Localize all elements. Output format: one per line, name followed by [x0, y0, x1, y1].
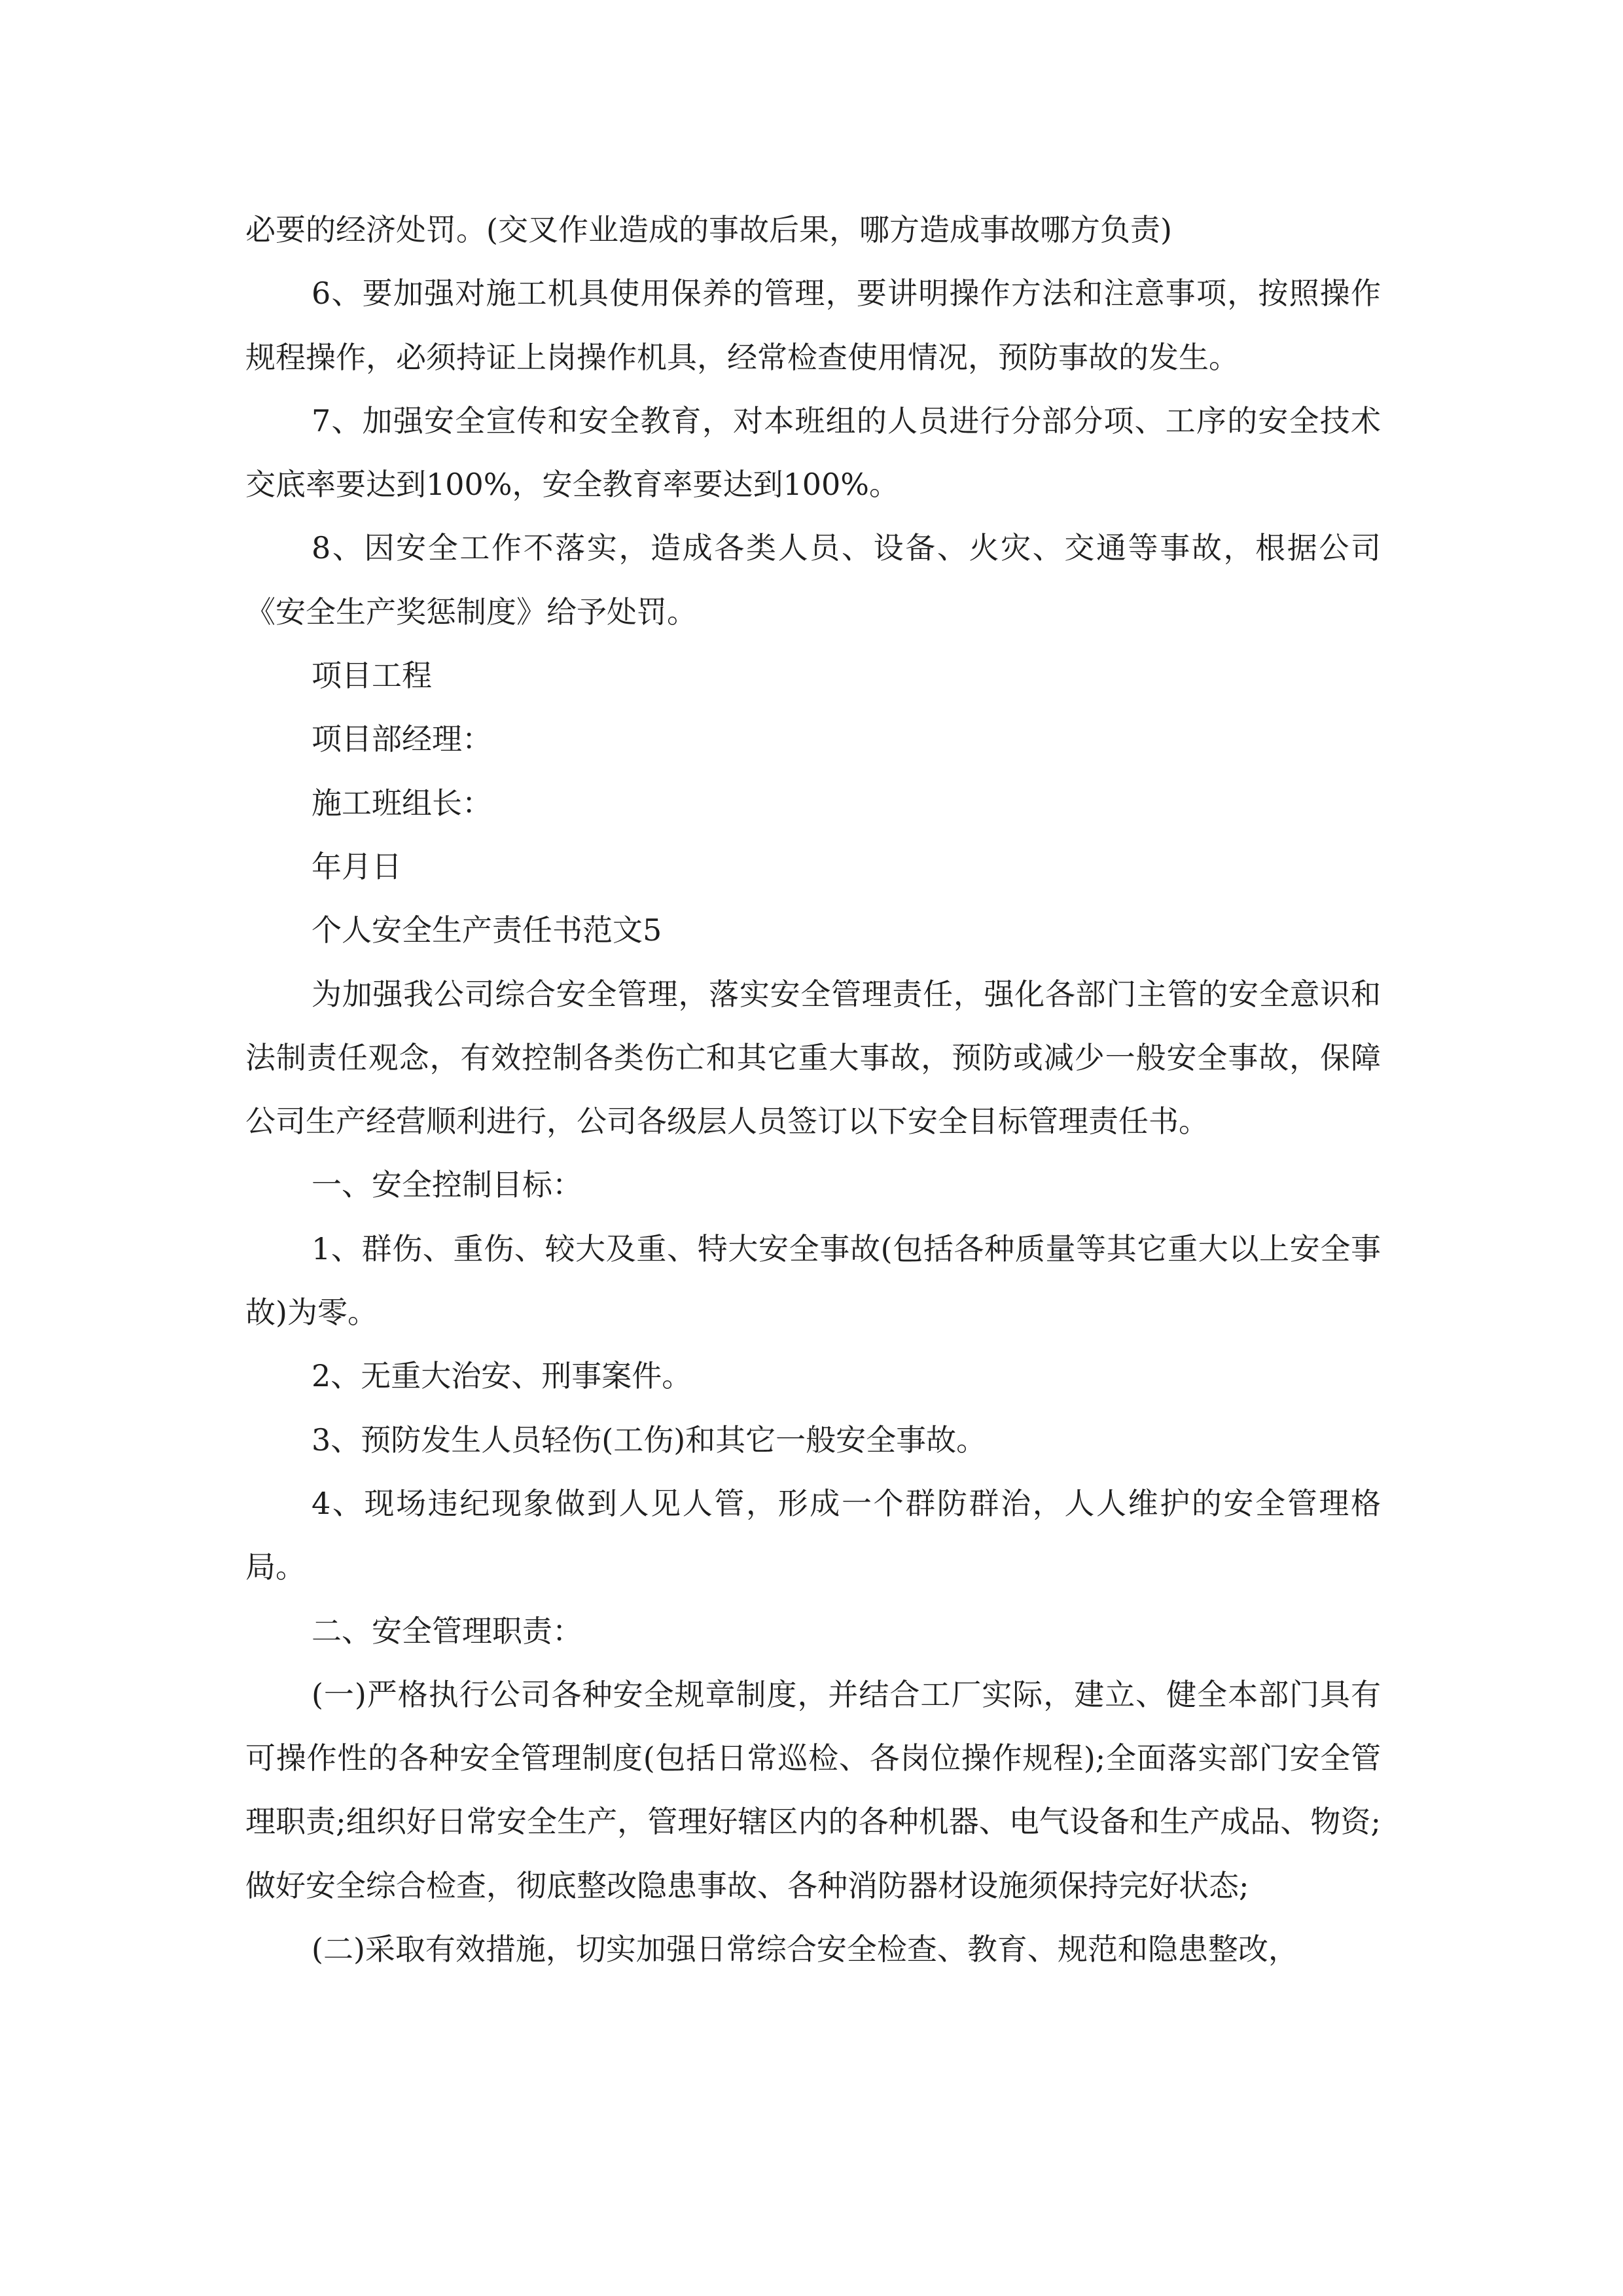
paragraph: 4、现场违纪现象做到人见人管，形成一个群防群治，人人维护的安全管理格局。	[245, 1485, 1381, 1585]
date-line: 年月日	[312, 848, 402, 884]
paragraph: 必要的经济处罚。(交叉作业造成的事故后果，哪方造成事故哪方负责)	[245, 212, 1172, 247]
section-title: 个人安全生产责任书范文5	[312, 912, 662, 948]
paragraph: 2、无重大治安、刑事案件。	[312, 1358, 692, 1394]
paragraph: (二)采取有效措施，切实加强日常综合安全检查、教育、规范和隐患整改，	[312, 1931, 1298, 1967]
paragraph: 7、加强安全宣传和安全教育，对本班组的人员进行分部分项、工序的安全技术交底率要达到100%，安全教育率要达到100%。	[245, 403, 1381, 503]
paragraph: 8、因安全工作不落实，造成各类人员、设备、火灾、交通等事故，根据公司《安全生产奖惩制度》给予处罚。	[245, 530, 1381, 630]
paragraph: 为加强我公司综合安全管理，落实安全管理责任，强化各部门主管的安全意识和法制责任观念，有效控制各类伤亡和其它重大事故，预防或减少一般安全事故，保障公司生产经营顺利进行，公司各级层人员签订以下安全目标管理责任书。	[245, 976, 1381, 1139]
signature-line-team-leader: 施工班组长：	[312, 785, 492, 821]
signature-line-project: 项目工程	[312, 658, 432, 694]
paragraph: 6、要加强对施工机具使用保养的管理，要讲明操作方法和注意事项，按照操作规程操作，必须持证上岗操作机具，经常检查使用情况，预防事故的发生。	[245, 276, 1381, 375]
paragraph: 3、预防发生人员轻伤(工伤)和其它一般安全事故。	[312, 1422, 987, 1458]
paragraph: (一)严格执行公司各种安全规章制度，并结合工厂实际，建立、健全本部门具有可操作性的各种安全管理制度(包括日常巡检、各岗位操作规程);全面落实部门安全管理职责;组织好日常安全生产，管理好辖区内的各种机器、电气设备和生产成品、物资;做好安全综合检查，彻底整改隐患事故、各种消防器材设施须保持完好状态;	[245, 1676, 1381, 1903]
signature-line-manager: 项目部经理：	[312, 721, 492, 757]
document-body	[245, 198, 1381, 1981]
paragraph: 1、群伤、重伤、较大及重、特大安全事故(包括各种质量等其它重大以上安全事故)为零。	[245, 1230, 1381, 1331]
section-heading: 一、安全控制目标：	[312, 1167, 582, 1203]
section-heading: 二、安全管理职责：	[312, 1613, 582, 1649]
